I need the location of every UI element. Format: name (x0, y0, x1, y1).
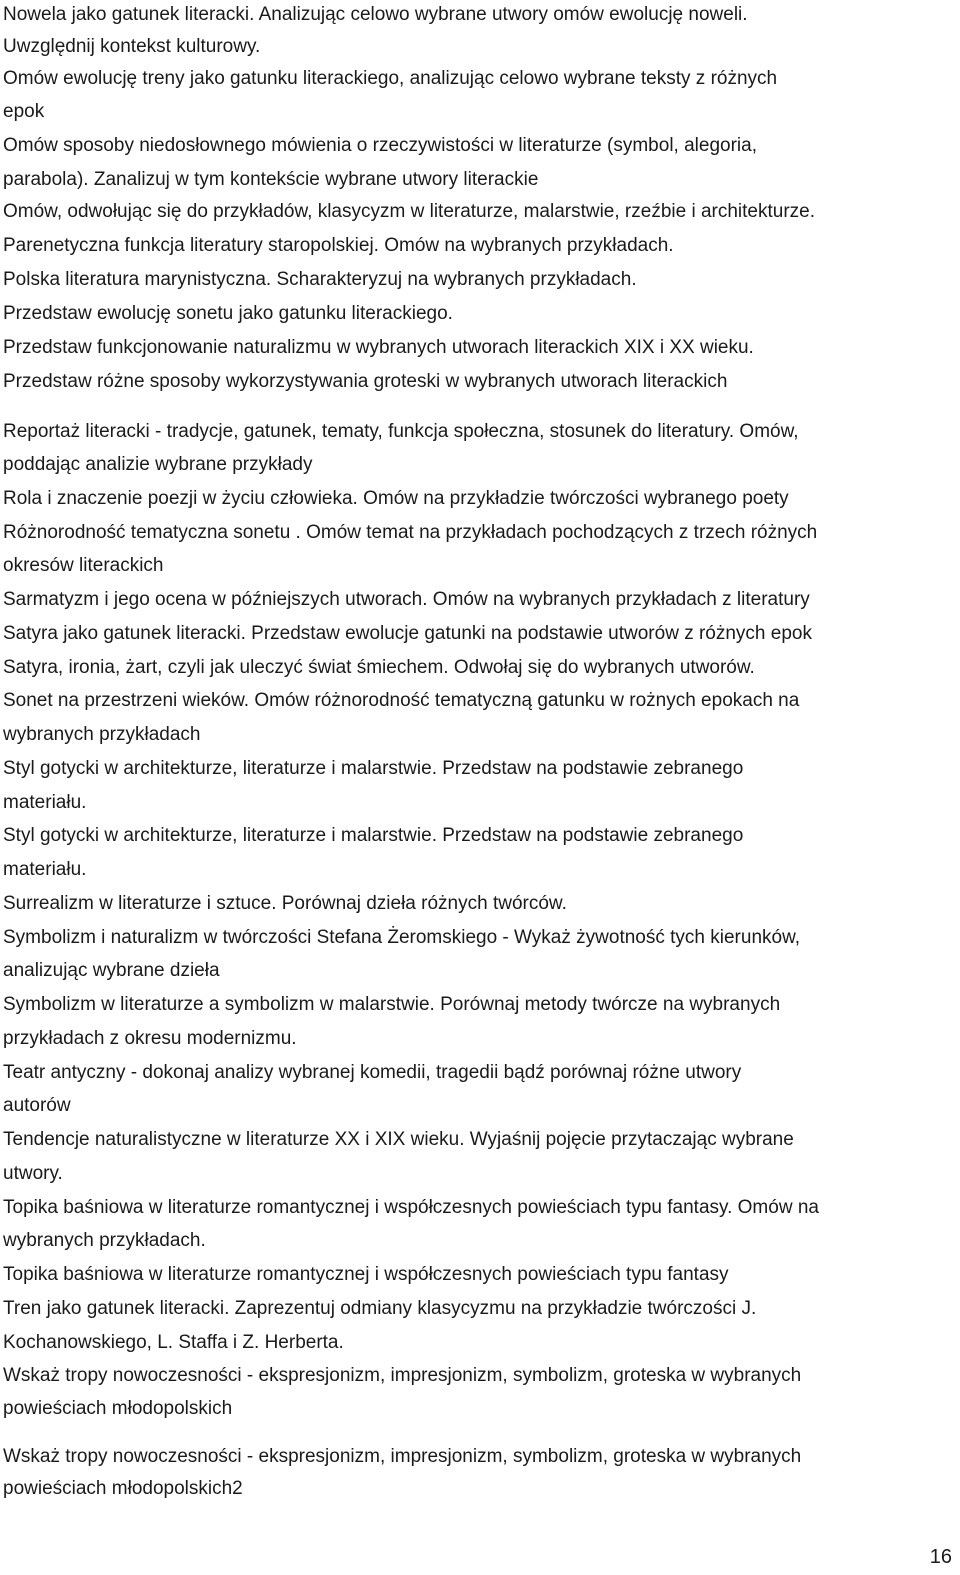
text-line: Omów, odwołując się do przykładów, klasycyzm w literaturze, malarstwie, rzeźbie i architekturze. (3, 201, 816, 222)
text-line: materiału. (3, 792, 87, 813)
text-line: Polska literatura marynistyczna. Scharakteryzuj na wybranych przykładach. (3, 269, 637, 290)
text-line: okresów literackich (3, 555, 164, 576)
text-line: Uwzględnij kontekst kulturowy. (3, 36, 261, 57)
text-line: Sarmatyzm i jego ocena w późniejszych utworach. Omów na wybranych przykładach z literatury (3, 589, 810, 610)
text-line: Omów sposoby niedosłownego mówienia o rzeczywistości w literaturze (symbol, alegoria, (3, 135, 757, 156)
text-line: Przedstaw funkcjonowanie naturalizmu w wybranych utworach literackich XIX i XX wieku. (3, 337, 754, 358)
text-line: Symbolizm w literaturze a symbolizm w malarstwie. Porównaj metody twórcze na wybranych (3, 994, 781, 1015)
text-line: Tendencje naturalistyczne w literaturze XX i XIX wieku. Wyjaśnij pojęcie przytaczając wybrane (3, 1129, 794, 1150)
text-line: utwory. (3, 1163, 63, 1184)
text-line: Kochanowskiego, L. Staffa i Z. Herberta. (3, 1332, 344, 1353)
text-line: Styl gotycki w architekturze, literaturze i malarstwie. Przedstaw na podstawie zebranego (3, 758, 744, 779)
text-line: Teatr antyczny - dokonaj analizy wybranej komedii, tragedii bądź porównaj różne utwory (3, 1062, 742, 1083)
text-line: Różnorodność tematyczna sonetu . Omów temat na przykładach pochodzących z trzech różnych (3, 522, 818, 543)
text-line: Wskaż tropy nowoczesności - ekspresjonizm, impresjonizm, symbolizm, groteska w wybranych (3, 1446, 802, 1467)
text-line: Rola i znaczenie poezji w życiu człowieka. Omów na przykładzie twórczości wybranego poety (3, 488, 789, 509)
text-line: Tren jako gatunek literacki. Zaprezentuj odmiany klasycyzmu na przykładzie twórczości J. (3, 1298, 757, 1319)
text-line: Nowela jako gatunek literacki. Analizując celowo wybrane utwory omów ewolucję noweli. (3, 4, 748, 25)
text-line: poddając analizie wybrane przykłady (3, 454, 313, 475)
text-line: Przedstaw ewolucję sonetu jako gatunku literackiego. (3, 303, 453, 324)
text-line: powieściach młodopolskich (3, 1398, 233, 1419)
text-line: analizując wybrane dzieła (3, 960, 220, 981)
text-line: Omów ewolucję treny jako gatunku literackiego, analizując celowo wybrane teksty z różnych (3, 68, 778, 89)
text-line: wybranych przykładach. (3, 1230, 206, 1251)
text-line: autorów (3, 1095, 71, 1116)
page-number: 16 (929, 1546, 952, 1568)
text-line: Sonet na przestrzeni wieków. Omów różnorodność tematyczną gatunku w rożnych epokach na (3, 690, 800, 711)
text-line: powieściach młodopolskich2 (3, 1478, 243, 1499)
text-line: Wskaż tropy nowoczesności - ekspresjonizm, impresjonizm, symbolizm, groteska w wybranych (3, 1365, 802, 1386)
text-line: Parenetyczna funkcja literatury staropolskiej. Omów na wybranych przykładach. (3, 235, 674, 256)
text-line: Przedstaw różne sposoby wykorzystywania groteski w wybranych utworach literackich (3, 371, 728, 392)
text-line: Styl gotycki w architekturze, literaturze i malarstwie. Przedstaw na podstawie zebranego (3, 825, 744, 846)
text-line: Satyra, ironia, żart, czyli jak uleczyć świat śmiechem. Odwołaj się do wybranych utworów. (3, 657, 755, 678)
text-line: Surrealizm w literaturze i sztuce. Porównaj dzieła różnych twórców. (3, 893, 567, 914)
text-line: Symbolizm i naturalizm w twórczości Stefana Żeromskiego - Wykaż żywotność tych kierunków, (3, 927, 801, 948)
text-line: wybranych przykładach (3, 724, 201, 745)
text-line: epok (3, 101, 45, 122)
text-line: przykładach z okresu modernizmu. (3, 1028, 297, 1049)
text-line: Topika baśniowa w literaturze romantycznej i współczesnych powieściach typu fantasy. Omów na (3, 1197, 819, 1218)
text-line: Reportaż literacki - tradycje, gatunek, tematy, funkcja społeczna, stosunek do literatury. Omów, (3, 421, 799, 442)
text-line: parabola). Zanalizuj w tym kontekście wybrane utwory literackie (3, 169, 539, 190)
text-line: Topika baśniowa w literaturze romantycznej i współczesnych powieściach typu fantasy (3, 1264, 729, 1285)
text-line: materiału. (3, 859, 87, 880)
text-line: Satyra jako gatunek literacki. Przedstaw ewolucje gatunki na podstawie utworów z różnych epok (3, 623, 812, 644)
